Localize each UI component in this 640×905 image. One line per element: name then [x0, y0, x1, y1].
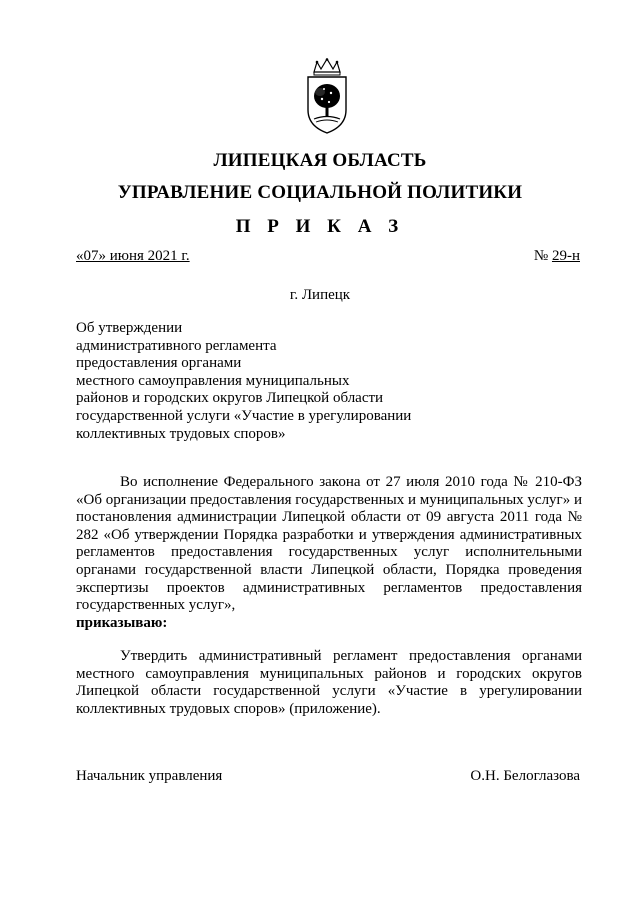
number-prefix: №	[533, 248, 549, 264]
number-value: 29-н	[551, 248, 580, 264]
subject-line: Об утверждении	[76, 320, 183, 336]
subject-line: районов и городских округов Липецкой области	[76, 390, 384, 407]
city-label: г. Липецк	[289, 287, 351, 303]
subject-line: коллективных трудовых споров»	[76, 425, 286, 442]
subject-line: государственной услуги «Участие в урегулировании	[76, 407, 412, 424]
signer-position: Начальник управления	[76, 768, 223, 784]
document-date: «07» июня 2021 г.	[76, 248, 190, 264]
order-paragraph: Утвердить административный регламент предоставления органами местного самоуправления муниципальных районов и городских округов Липецкой области государственной услуги «Участие в урегулировании коллективных трудовых споров» (приложение).	[76, 648, 582, 717]
region-title: ЛИПЕЦКАЯ ОБЛАСТЬ	[213, 150, 427, 171]
subject-line: местного самоуправления муниципальных	[76, 372, 350, 389]
signer-name: О.Н. Белоглазова	[470, 768, 580, 784]
document-subject	[76, 320, 436, 443]
order-word: приказываю:	[76, 614, 168, 631]
preamble-paragraph: Во исполнение Федерального закона от 27 июля 2010 года № 210-ФЗ «Об организации предоставления государственных и муниципальных услуг» и постановления администрации Липецкой области от 09 августа 2011 года № 282 «Об утверждении Порядка разработки и утверждения административных регламентов предоставления государственных услуг исполнительными органами государственной власти Липецкой области, Порядка проведения экспертизы проектов административных регламентов предоставления государственных услуг»,	[76, 474, 582, 614]
preamble-block	[76, 474, 582, 632]
subject-line: административного регламента	[76, 337, 277, 354]
document-type-title: П Р И К А З	[235, 216, 405, 237]
department-title: УПРАВЛЕНИЕ СОЦИАЛЬНОЙ ПОЛИТИКИ	[117, 182, 523, 203]
document-number	[534, 248, 580, 265]
subject-line: предоставления органами	[76, 355, 242, 372]
coat-of-arms-icon	[300, 58, 354, 136]
